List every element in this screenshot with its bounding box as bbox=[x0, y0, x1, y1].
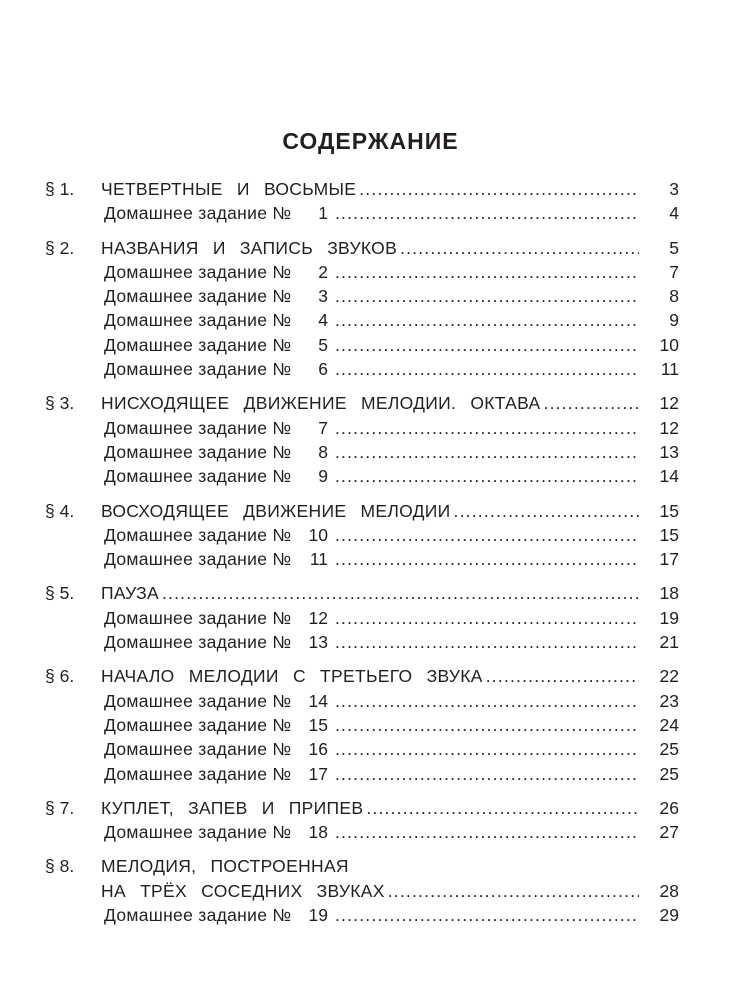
section-title: КУПЛЕТ, ЗАПЕВ И ПРИПЕВ bbox=[101, 797, 364, 818]
toc-homework-row bbox=[0, 284, 741, 308]
page-number: 15 bbox=[659, 500, 679, 521]
homework-label: Домашнее задание № bbox=[104, 822, 292, 843]
toc-homework-row bbox=[0, 201, 741, 225]
homework-number: 4 bbox=[318, 310, 328, 331]
toc-entry bbox=[104, 357, 639, 381]
homework-number: 8 bbox=[318, 441, 328, 462]
dot-leader bbox=[388, 879, 639, 903]
toc-section bbox=[0, 581, 741, 654]
page-number: 14 bbox=[659, 466, 679, 487]
page-number: 7 bbox=[669, 261, 679, 282]
toc-homework-row bbox=[0, 260, 741, 284]
toc-section-row bbox=[0, 499, 741, 523]
section-number: § 5. bbox=[45, 583, 75, 604]
page-number: 11 bbox=[660, 359, 679, 380]
dot-leader bbox=[335, 689, 639, 713]
homework-label: Домашнее задание № bbox=[104, 524, 292, 545]
homework-label: Домашнее задание № bbox=[104, 359, 292, 380]
toc-homework-row bbox=[0, 416, 741, 440]
toc-entry bbox=[104, 606, 639, 630]
dot-leader bbox=[335, 284, 639, 308]
homework-label: Домашнее задание № bbox=[104, 261, 292, 282]
homework-label: Домашнее задание № bbox=[104, 607, 292, 628]
page-number: 22 bbox=[659, 666, 679, 687]
page-number: 13 bbox=[659, 441, 679, 462]
homework-number: 11 bbox=[309, 549, 328, 570]
homework-number: 2 bbox=[318, 261, 328, 282]
homework-number: 6 bbox=[318, 359, 328, 380]
homework-number: 12 bbox=[308, 607, 328, 628]
toc-entry bbox=[104, 903, 639, 927]
toc-entry bbox=[101, 177, 639, 201]
homework-number: 3 bbox=[318, 286, 328, 307]
section-title: НА ТРЁХ СОСЕДНИХ ЗВУКАХ bbox=[101, 880, 385, 901]
section-title: НИСХОДЯЩЕЕ ДВИЖЕНИЕ МЕЛОДИИ. ОКТАВА bbox=[101, 393, 541, 414]
homework-label: Домашнее задание № bbox=[104, 739, 292, 760]
toc-section-row bbox=[0, 236, 741, 260]
homework-number: 7 bbox=[318, 417, 328, 438]
page-number: 18 bbox=[659, 583, 679, 604]
section-title: НАЧАЛО МЕЛОДИИ С ТРЕТЬЕГО ЗВУКА bbox=[101, 666, 483, 687]
toc-entry bbox=[104, 689, 639, 713]
toc-entry bbox=[101, 796, 639, 820]
toc-section bbox=[0, 391, 741, 488]
toc-entry bbox=[104, 260, 639, 284]
toc-entry bbox=[104, 523, 639, 547]
dot-leader bbox=[400, 236, 639, 260]
toc-section-row bbox=[0, 177, 741, 201]
dot-leader bbox=[335, 547, 639, 571]
section-number: § 1. bbox=[45, 179, 75, 199]
section-title: ПАУЗА bbox=[101, 583, 159, 604]
section-number: § 2. bbox=[45, 237, 75, 258]
toc-section-row bbox=[0, 664, 741, 688]
toc-section bbox=[0, 664, 741, 785]
dot-leader bbox=[335, 416, 639, 440]
toc-entry bbox=[104, 308, 639, 332]
homework-label: Домашнее задание № bbox=[104, 203, 292, 224]
homework-label: Домашнее задание № bbox=[104, 334, 292, 355]
homework-number: 15 bbox=[308, 714, 328, 735]
toc-homework-row bbox=[0, 630, 741, 654]
toc-entry bbox=[101, 664, 639, 688]
table-of-contents bbox=[0, 177, 741, 937]
toc-homework-row bbox=[0, 737, 741, 761]
toc-section-row bbox=[0, 796, 741, 820]
dot-leader bbox=[335, 201, 639, 225]
section-number: § 4. bbox=[45, 500, 75, 521]
toc-homework-row bbox=[0, 606, 741, 630]
homework-label: Домашнее задание № bbox=[104, 549, 292, 570]
toc-entry bbox=[101, 879, 639, 903]
homework-number: 10 bbox=[308, 524, 328, 545]
page-number: 4 bbox=[669, 203, 679, 224]
toc-homework-row bbox=[0, 308, 741, 332]
dot-leader bbox=[335, 630, 639, 654]
dot-leader bbox=[335, 606, 639, 630]
toc-section-row bbox=[0, 581, 741, 605]
toc-entry bbox=[104, 713, 639, 737]
toc-section bbox=[0, 177, 741, 226]
toc-entry bbox=[104, 201, 639, 225]
page-number: 5 bbox=[669, 237, 679, 258]
dot-leader bbox=[335, 713, 639, 737]
toc-entry bbox=[104, 630, 639, 654]
section-title: ВОСХОДЯЩЕЕ ДВИЖЕНИЕ МЕЛОДИИ bbox=[101, 500, 451, 521]
page-number: 23 bbox=[659, 690, 679, 711]
toc-entry bbox=[101, 854, 349, 878]
section-title: ЧЕТВЕРТНЫЕ И ВОСЬМЫЕ bbox=[101, 179, 357, 199]
section-title: МЕЛОДИЯ, ПОСТРОЕННАЯ bbox=[101, 856, 349, 877]
toc-entry bbox=[104, 820, 639, 844]
toc-entry bbox=[104, 333, 639, 357]
homework-label: Домашнее задание № bbox=[104, 417, 292, 438]
page-number: 25 bbox=[659, 739, 679, 760]
homework-label: Домашнее задание № bbox=[104, 632, 292, 653]
toc-section bbox=[0, 499, 741, 572]
toc-entry bbox=[104, 416, 639, 440]
dot-leader bbox=[335, 762, 639, 786]
dot-leader bbox=[335, 464, 639, 488]
toc-entry bbox=[101, 499, 639, 523]
dot-leader bbox=[335, 903, 639, 927]
homework-label: Домашнее задание № bbox=[104, 310, 292, 331]
page-number: 9 bbox=[669, 310, 679, 331]
page-title: СОДЕРЖАНИЕ bbox=[282, 128, 459, 154]
toc-entry bbox=[104, 737, 639, 761]
dot-leader bbox=[335, 820, 639, 844]
homework-number: 9 bbox=[318, 466, 328, 487]
toc-homework-row bbox=[0, 333, 741, 357]
page-number: 25 bbox=[659, 763, 679, 784]
toc-section-row bbox=[0, 879, 741, 903]
homework-number: 16 bbox=[308, 739, 328, 760]
homework-label: Домашнее задание № bbox=[104, 286, 292, 307]
toc-entry bbox=[104, 547, 639, 571]
page-number: 21 bbox=[659, 632, 679, 653]
homework-label: Домашнее задание № bbox=[104, 714, 292, 735]
toc-entry bbox=[104, 284, 639, 308]
toc-homework-row bbox=[0, 762, 741, 786]
toc-entry bbox=[101, 581, 639, 605]
section-number: § 6. bbox=[45, 666, 75, 687]
homework-number: 17 bbox=[308, 763, 328, 784]
toc-section bbox=[0, 796, 741, 845]
homework-label: Домашнее задание № bbox=[104, 763, 292, 784]
dot-leader bbox=[366, 796, 639, 820]
section-number: § 7. bbox=[45, 797, 75, 818]
homework-number: 13 bbox=[308, 632, 328, 653]
toc-homework-row bbox=[0, 440, 741, 464]
toc-homework-row bbox=[0, 464, 741, 488]
toc-section bbox=[0, 854, 741, 927]
toc-homework-row bbox=[0, 713, 741, 737]
toc-entry bbox=[104, 464, 639, 488]
dot-leader bbox=[544, 391, 639, 415]
toc-homework-row bbox=[0, 357, 741, 381]
homework-number: 1 bbox=[318, 203, 328, 224]
toc-entry bbox=[104, 762, 639, 786]
dot-leader bbox=[335, 440, 639, 464]
page-number: 17 bbox=[659, 549, 679, 570]
dot-leader bbox=[335, 357, 639, 381]
dot-leader bbox=[335, 260, 639, 284]
page-number: 12 bbox=[659, 393, 679, 414]
toc-section-row bbox=[0, 391, 741, 415]
toc-homework-row bbox=[0, 547, 741, 571]
toc-entry bbox=[101, 236, 639, 260]
section-number: § 8. bbox=[45, 856, 75, 877]
toc-section-row bbox=[0, 854, 741, 878]
toc-homework-row bbox=[0, 903, 741, 927]
page-number: 29 bbox=[659, 905, 679, 926]
homework-label: Домашнее задание № bbox=[104, 905, 292, 926]
toc-entry bbox=[104, 440, 639, 464]
homework-number: 19 bbox=[308, 905, 328, 926]
toc-section bbox=[0, 236, 741, 382]
page-number: 19 bbox=[659, 607, 679, 628]
homework-label: Домашнее задание № bbox=[104, 441, 292, 462]
homework-number: 5 bbox=[318, 334, 328, 355]
toc-homework-row bbox=[0, 689, 741, 713]
homework-number: 14 bbox=[308, 690, 328, 711]
toc-homework-row bbox=[0, 523, 741, 547]
page-number: 27 bbox=[659, 822, 679, 843]
page-number: 15 bbox=[659, 524, 679, 545]
section-title: НАЗВАНИЯ И ЗАПИСЬ ЗВУКОВ bbox=[101, 237, 398, 258]
page-number: 3 bbox=[669, 179, 679, 199]
section-number: § 3. bbox=[45, 393, 75, 414]
dot-leader bbox=[335, 333, 639, 357]
page-number: 28 bbox=[659, 880, 679, 901]
homework-number: 18 bbox=[308, 822, 328, 843]
toc-homework-row bbox=[0, 820, 741, 844]
dot-leader bbox=[162, 581, 639, 605]
homework-label: Домашнее задание № bbox=[104, 466, 292, 487]
dot-leader bbox=[359, 177, 639, 201]
page-number: 12 bbox=[659, 417, 679, 438]
toc-entry bbox=[101, 391, 639, 415]
page-number: 26 bbox=[659, 797, 679, 818]
page-number: 10 bbox=[659, 334, 679, 355]
homework-label: Домашнее задание № bbox=[104, 690, 292, 711]
dot-leader bbox=[335, 308, 639, 332]
page-number: 24 bbox=[659, 714, 679, 735]
dot-leader bbox=[454, 499, 639, 523]
dot-leader bbox=[486, 664, 639, 688]
dot-leader bbox=[335, 523, 639, 547]
dot-leader bbox=[335, 737, 639, 761]
page-number: 8 bbox=[669, 286, 679, 307]
